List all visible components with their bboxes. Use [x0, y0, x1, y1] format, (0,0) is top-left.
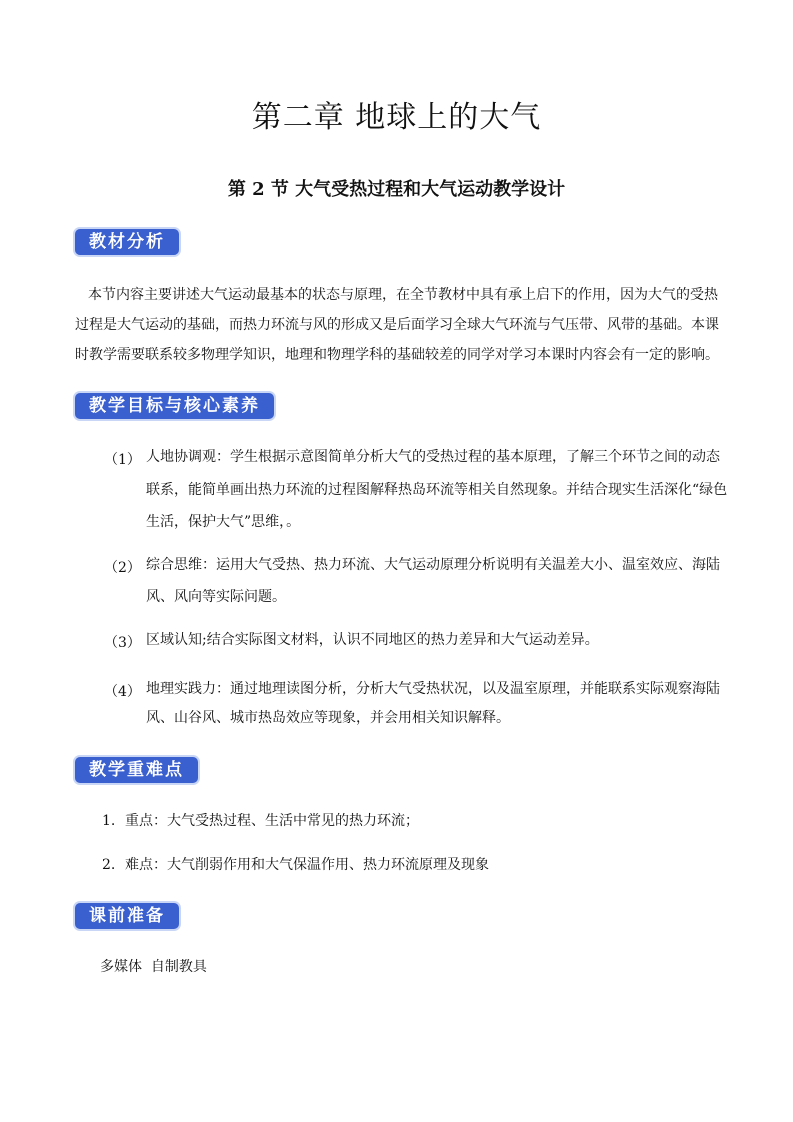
goal-3-number: （3）: [104, 635, 141, 651]
difficulty-1-number: 1.: [102, 813, 116, 829]
goal-4-number: （4）: [104, 684, 141, 700]
prep-heading-tag: 课前准备: [75, 903, 179, 929]
goal-3-line-1: 区域认知;结合实际图文材料，认识不同地区的热力差异和大气运动差异。: [146, 632, 599, 648]
goal-2-line-1: 综合思维：运用大气受热、热力环流、大气运动原理分析说明有关温差大小、温室效应、海陆: [146, 557, 720, 573]
goal-1-line-3: 生活，保护大气”思维，。: [146, 514, 301, 530]
goals-heading-tag: 教学目标与核心素养: [75, 393, 274, 419]
chapter-title: 第二章 地球上的大气: [251, 100, 542, 135]
analysis-heading-tag: 教材分析: [75, 229, 179, 255]
goal-1-line-2: 联系，能简单画出热力环流的过程图解释热岛环流等相关自然现象。并结合现实生活深化“绿色: [146, 482, 728, 498]
goal-1-number: （1）: [104, 452, 141, 468]
prep-text: 多媒体 自制教具: [100, 959, 207, 975]
goal-4-line-2: 风、山谷风、城市热岛效应等现象，并会用相关知识解释。: [146, 710, 510, 726]
analysis-line-2: 过程是大气运动的基础，而热力环流与风的形成又是后面学习全球大气环流与气压带、风带的基础。本课: [75, 317, 719, 333]
difficulty-2-number: 2.: [102, 857, 116, 873]
difficulty-1-text: 重点：大气受热过程、生活中常见的热力环流；: [125, 813, 419, 829]
analysis-line-1: 本节内容主要讲述大气运动最基本的状态与原理，在全节教材中具有承上启下的作用，因为大气的受热: [88, 287, 718, 303]
section-title: 第 2 节 大气受热过程和大气运动教学设计: [227, 179, 566, 200]
difficulty-2-text: 难点：大气削弱作用和大气保温作用、热力环流原理及现象: [125, 857, 489, 873]
goal-2-number: （2）: [104, 560, 141, 576]
analysis-line-3: 时教学需要联系较多物理学知识，地理和物理学科的基础较差的同学对学习本课时内容会有一定的影响。: [75, 347, 719, 363]
goal-4-line-1: 地理实践力：通过地理读图分析，分析大气受热状况，以及温室原理，并能联系实际观察海陆: [146, 681, 720, 697]
goal-1-line-1: 人地协调观：学生根据示意图简单分析大气的受热过程的基本原理，了解三个环节之间的动态: [146, 449, 720, 465]
goal-2-line-2: 风、风向等实际问题。: [146, 589, 286, 605]
difficulty-heading-tag: 教学重难点: [75, 757, 198, 783]
